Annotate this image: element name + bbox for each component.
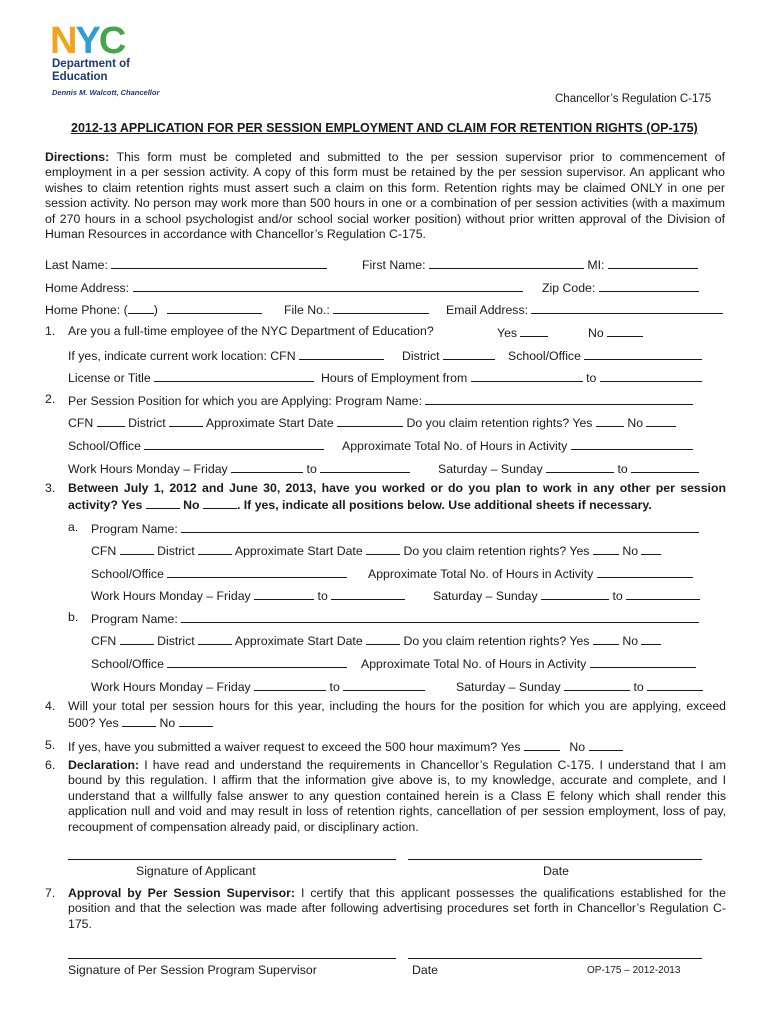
- nyc-doe-logo: [50, 22, 160, 102]
- q1-no-field[interactable]: [607, 324, 643, 337]
- q3b-weekend-from-field[interactable]: [564, 678, 630, 691]
- q2-program-field[interactable]: [425, 392, 693, 405]
- last-name-field[interactable]: [111, 256, 327, 269]
- zip-code-row: Zip Code:: [542, 279, 699, 295]
- q2-position-row: Per Session Position for which you are Applying: Program Name:: [68, 392, 693, 408]
- form-title: 2012-13 APPLICATION FOR PER SESSION EMPLOYMENT AND CLAIM FOR RETENTION RIGHTS (OP-175): [71, 121, 698, 135]
- directions-text: This form must be completed and submitted to the per session supervisor prior to commencement of employment in a per session activity. A copy of this form must be retained by the per session supervisor. An applicant who wishes to claim retention rights must assert such a claim on this form. Retention rights may be claimed ONLY in one per session activity. No person may work more than 500 hours in one or a combination of per session activities (with a maximum of 270 hours in a school psychologist and/or school social worker position) without prior written approval of the Division of Human Resources in accordance with Chancellor’s Regulation C-175.: [45, 150, 725, 242]
- q1-district-row: District: [402, 347, 495, 363]
- q2-weekend-from-field[interactable]: [546, 460, 614, 473]
- regulation-reference: Chancellor’s Regulation C-175: [555, 93, 712, 105]
- q1-hours-to-field[interactable]: [600, 369, 702, 382]
- q3-number: 3.: [45, 481, 56, 495]
- q1-district-field[interactable]: [443, 347, 495, 360]
- q1-school-field[interactable]: [584, 347, 702, 360]
- q3b-total-hours-row: Approximate Total No. of Hours in Activity: [361, 655, 696, 671]
- q2-school-row: School/Office: [68, 437, 324, 453]
- q1-hours-from-field[interactable]: [471, 369, 583, 382]
- q3b-program-field[interactable]: [181, 610, 699, 623]
- q6-number: 6.: [45, 758, 56, 772]
- q3a-weekend-row: Saturday – Sunday to: [433, 587, 700, 603]
- q3a-cfn-row: CFN District Approximate Start Date Do you claim retention rights? Yes No: [91, 542, 661, 558]
- zip-code-field[interactable]: [599, 279, 699, 292]
- q1-license-row: License or Title: [68, 369, 314, 385]
- q5-number: 5.: [45, 738, 56, 752]
- q3b-program-row: Program Name:: [91, 610, 699, 626]
- q3a-weekend-to-field[interactable]: [626, 587, 700, 600]
- q3b-claim-yes-field[interactable]: [593, 632, 619, 645]
- q3a-program-field[interactable]: [181, 520, 699, 533]
- q3a-school-row: School/Office: [91, 565, 347, 581]
- q3b-start-date-field[interactable]: [366, 632, 400, 645]
- applicant-signature-line[interactable]: [68, 859, 396, 860]
- q3b-school-row: School/Office: [91, 655, 347, 671]
- q3b-total-hours-field[interactable]: [590, 655, 696, 668]
- q3b-school-field[interactable]: [167, 655, 347, 668]
- directions-paragraph: [45, 150, 725, 242]
- q3a-weekend-from-field[interactable]: [541, 587, 609, 600]
- directions-label: Directions:: [45, 150, 110, 164]
- q2-cfn-field[interactable]: [97, 414, 125, 427]
- q3b-claim-no-field[interactable]: [641, 632, 661, 645]
- home-address-row: Home Address:: [45, 279, 523, 295]
- q3b-weekend-row: Saturday – Sunday to: [456, 678, 703, 694]
- q4-number: 4.: [45, 699, 56, 713]
- first-name-row: First Name: MI:: [362, 256, 698, 272]
- q1-cfn-field[interactable]: [299, 347, 384, 360]
- q2-school-field[interactable]: [144, 437, 324, 450]
- q1-hours-row: Hours of Employment from to: [321, 369, 702, 385]
- q7-number: 7.: [45, 886, 56, 900]
- q2-weekday-to-field[interactable]: [320, 460, 410, 473]
- q2-number: 2.: [45, 392, 56, 406]
- q4-question: Will your total per session hours for this year, including the hours for the position for which you are applying, exceed 500? Yes No: [68, 699, 726, 731]
- applicant-date-line[interactable]: [408, 859, 702, 860]
- q3-yes-field[interactable]: [146, 496, 180, 509]
- form-code-footer: OP-175 – 2012-2013: [587, 965, 681, 976]
- q3a-claim-no-field[interactable]: [641, 542, 661, 555]
- q3a-total-hours-row: Approximate Total No. of Hours in Activity: [368, 565, 693, 581]
- declaration-paragraph: Declaration: I have read and understand the requirements in Chancellor’s Regulation C-175. I understand that I am bound by this regulation. I affirm that the information give above is, to my knowledge, accurate and complete, and I understand that a willfully false answer to any question contained herein is a Class E felony which shall render this application null and void and may result in loss of retention rights, cancellation of per session employment, loss of pay, recoupment of compensation already paid, or disciplinary action.: [68, 758, 726, 834]
- supervisor-date-caption: Date: [412, 963, 438, 977]
- file-no-row: File No.:: [284, 301, 429, 317]
- q3-no-field[interactable]: [203, 496, 237, 509]
- q2-district-field[interactable]: [169, 414, 203, 427]
- declaration-label: Declaration:: [68, 758, 140, 772]
- q2-claim-yes-field[interactable]: [596, 414, 624, 427]
- email-field[interactable]: [531, 301, 723, 314]
- nyc-logo-letters: NYC: [50, 20, 125, 62]
- q1-license-field[interactable]: [154, 369, 314, 382]
- q1-number: 1.: [45, 324, 56, 338]
- applicant-date-caption: Date: [543, 864, 569, 878]
- q2-claim-no-field[interactable]: [646, 414, 676, 427]
- approval-label: Approval by Per Session Supervisor:: [68, 886, 295, 900]
- q3b-label: b.: [68, 610, 79, 624]
- q3a-total-hours-field[interactable]: [597, 565, 693, 578]
- supervisor-signature-line[interactable]: [68, 958, 396, 959]
- logo-chancellor: Dennis M. Walcott, Chancellor: [52, 88, 160, 97]
- q3b-weekday-to-field[interactable]: [343, 678, 425, 691]
- q3a-work-hours-row: Work Hours Monday – Friday to: [91, 587, 405, 603]
- q5-question: If yes, have you submitted a waiver request to exceed the 500 hour maximum? Yes No: [68, 738, 623, 754]
- q3b-cfn-row: CFN District Approximate Start Date Do you claim retention rights? Yes No: [91, 632, 661, 648]
- q2-work-hours-row: Work Hours Monday – Friday to: [68, 460, 410, 476]
- q3a-weekday-from-field[interactable]: [254, 587, 314, 600]
- q1-cfn-row: If yes, indicate current work location: CFN: [68, 347, 384, 363]
- logo-department: Department of Education: [52, 58, 130, 83]
- q3a-school-field[interactable]: [167, 565, 347, 578]
- applicant-signature-caption: Signature of Applicant: [136, 864, 256, 878]
- home-address-field[interactable]: [133, 279, 523, 292]
- mi-field[interactable]: [608, 256, 698, 269]
- supervisor-date-line[interactable]: [408, 958, 702, 959]
- q3a-district-field[interactable]: [198, 542, 232, 555]
- q3b-weekday-from-field[interactable]: [254, 678, 326, 691]
- area-code-field[interactable]: [128, 301, 154, 314]
- supervisor-signature-caption: Signature of Per Session Program Supervisor: [68, 963, 317, 977]
- q1-school-row: School/Office: [508, 347, 702, 363]
- file-no-field[interactable]: [333, 301, 429, 314]
- q3-question: Between July 1, 2012 and June 30, 2013, have you worked or do you plan to work in any other per session activity? Yes No . If yes, indicate all positions below. Use additional sheets if necessary.: [68, 481, 726, 513]
- email-row: Email Address:: [446, 301, 723, 317]
- q4-no-field[interactable]: [179, 714, 213, 727]
- q3b-district-field[interactable]: [198, 632, 232, 645]
- q3a-start-date-field[interactable]: [366, 542, 400, 555]
- q2-total-hours-row: Approximate Total No. of Hours in Activity: [342, 437, 693, 453]
- q3b-cfn-field[interactable]: [120, 632, 154, 645]
- q3b-work-hours-row: Work Hours Monday – Friday to: [91, 678, 425, 694]
- first-name-field[interactable]: [429, 256, 584, 269]
- q1-question: Are you a full-time employee of the NYC Department of Education?: [68, 324, 434, 338]
- q4-yes-field[interactable]: [122, 714, 156, 727]
- q1-yes: Yes: [497, 324, 548, 340]
- q5-yes-field[interactable]: [524, 738, 560, 751]
- q1-no: No: [588, 324, 643, 340]
- q3a-weekday-to-field[interactable]: [331, 587, 405, 600]
- q3a-label: a.: [68, 520, 79, 534]
- q2-start-date-field[interactable]: [337, 414, 403, 427]
- last-name-row: Last Name:: [45, 256, 327, 272]
- q3a-program-row: Program Name:: [91, 520, 699, 536]
- q2-weekday-from-field[interactable]: [231, 460, 303, 473]
- home-phone-row: Home Phone: ( ): [45, 301, 262, 317]
- approval-paragraph: Approval by Per Session Supervisor: I certify that this applicant possesses the qualifications established for the position and that the selection was made after following advertising procedures set forth in Chancellor’s Regulation C-175.: [68, 886, 726, 931]
- q2-weekend-row: Saturday – Sunday to: [438, 460, 699, 476]
- q2-total-hours-field[interactable]: [571, 437, 693, 450]
- q5-no-field[interactable]: [589, 738, 623, 751]
- q3a-cfn-field[interactable]: [120, 542, 154, 555]
- q3a-claim-yes-field[interactable]: [593, 542, 619, 555]
- home-phone-field[interactable]: [167, 301, 262, 314]
- q2-cfn-row: CFN District Approximate Start Date Do you claim retention rights? Yes No: [68, 414, 676, 430]
- q1-yes-field[interactable]: [520, 324, 548, 337]
- q3b-weekend-to-field[interactable]: [647, 678, 703, 691]
- q2-weekend-to-field[interactable]: [631, 460, 699, 473]
